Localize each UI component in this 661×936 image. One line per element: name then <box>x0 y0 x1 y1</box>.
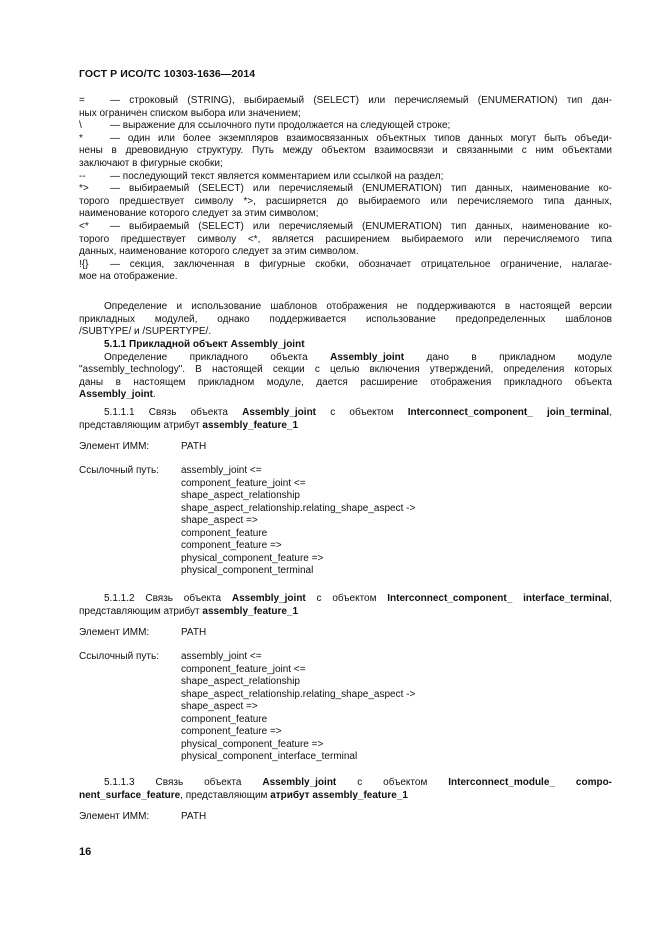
path-line: shape_aspect_relationship <box>181 490 300 502</box>
element-value: PATH <box>181 811 207 822</box>
mapping-1-reference-path <box>181 465 415 578</box>
path-line: shape_aspect => <box>181 515 258 527</box>
element-value: PATH <box>181 627 207 638</box>
symbol-entry <box>79 171 612 184</box>
path-line: component_feature => <box>181 540 282 552</box>
symbol-description-cont: заключают в фигурные скобки; <box>79 157 223 169</box>
path-line: component_feature_joint <= <box>181 663 306 675</box>
path-label: Ссылочный путь: <box>79 651 159 662</box>
path-line: physical_component_terminal <box>181 565 314 577</box>
symbol-description: — один или более экземпляров взаимосвязанных объектных типов данных могут быть объеди- <box>110 132 612 144</box>
path-line: physical_component_feature => <box>181 738 324 750</box>
path-line: assembly_joint <= <box>181 651 262 662</box>
element-label: Элемент ИММ: <box>79 627 150 638</box>
path-label: Ссылочный путь: <box>79 465 159 476</box>
intro-line: /SUBTYPE/ и /SUPERTYPE/. <box>79 326 212 338</box>
path-line: component_feature_joint <= <box>181 477 306 489</box>
path-line: assembly_joint <= <box>181 465 262 476</box>
intro-line: прикладных модулей, однако поддерживается использование предопределенных шаблонов <box>79 313 612 325</box>
element-value: PATH <box>181 441 207 452</box>
path-line: shape_aspect => <box>181 701 258 713</box>
symbol-description: — последующий текст является комментарием или ссылкой на раздел; <box>110 170 444 182</box>
element-label: Элемент ИММ: <box>79 811 150 822</box>
symbol-entry <box>79 259 612 284</box>
document-header: ГОСТ Р ИСО/ТС 10303-1636—2014 <box>79 68 256 80</box>
intro-paragraph <box>79 301 612 339</box>
symbol-description-cont: нены в древовидную структуру. Путь между объектом взаимосвязи и связанными с ним объектами <box>79 145 612 157</box>
intro-line: Определение и использование шаблонов отображения не поддерживаются в настоящей версии <box>104 301 612 312</box>
symbol-glyph: = <box>79 95 85 106</box>
symbol-description-cont: наименование которого следует за этим символом; <box>79 208 319 220</box>
path-line: shape_aspect_relationship.relating_shape_aspect -> <box>181 502 416 514</box>
symbol-description: — секция, заключенная в фигурные скобки, обозначает отрицательное ограничение, налагае- <box>110 258 612 270</box>
mapping-5-1-1-1-title: 5.1.1.1 Связь объекта Assembly_joint с объектом Interconnect_component_ join_terminal, представляющим атрибут assembly_feature_1 <box>79 407 612 431</box>
path-line: shape_aspect_relationship.relating_shape_aspect -> <box>181 688 416 700</box>
section-def-line: Определение прикладного объекта Assembly_joint дано в прикладном модуле <box>104 351 613 363</box>
section-def-line: Assembly_joint. <box>79 389 156 401</box>
symbol-entry <box>79 221 612 259</box>
page-number: 16 <box>79 846 92 858</box>
symbol-entry <box>79 183 612 221</box>
mapping-2-reference-path <box>181 651 415 764</box>
symbol-description-cont: торого предшествует символу *>, расширяется до выбираемого или перечисляемого типа данных, <box>79 195 612 207</box>
symbol-legend <box>79 95 612 284</box>
mapping-5-1-1-3-title: 5.1.1.3 Связь объекта Assembly_joint с объектом Interconnect_module_ compo- nent_surface_feature, представляющим атрибут assembly_feature_1 <box>79 777 613 801</box>
symbol-description-cont: мое на отображение. <box>79 271 178 283</box>
symbol-glyph: <* <box>79 220 89 232</box>
symbol-description: — выбираемый (SELECT) или перечисляемый (ENUMERATION) тип данных, наименование ко- <box>110 183 612 195</box>
symbol-glyph: !{} <box>79 258 89 270</box>
section-5-1-1 <box>79 339 612 402</box>
section-def-line: даны в настоящем прикладном модуле, дается расширение отображения прикладного объекта <box>79 376 612 388</box>
mapping-5-1-1-2-title: 5.1.1.2 Связь объекта Assembly_joint с объектом Interconnect_component_ interface_terminal, представляющим атрибут assembly_feature_1 <box>79 593 612 617</box>
element-label: Элемент ИММ: <box>79 441 150 452</box>
symbol-entry <box>79 120 612 133</box>
symbol-entry <box>79 133 612 171</box>
section-heading: 5.1.1 Прикладной объект Assembly_joint <box>104 339 305 350</box>
symbol-description: — выражение для ссылочного пути продолжается на следующей строке; <box>110 120 451 132</box>
symbol-description: — строковый (STRING), выбираемый (SELECT) или перечисляемый (ENUMERATION) тип дан- <box>110 95 612 106</box>
path-line: component_feature <box>181 713 268 725</box>
symbol-description-cont: данных, наименование которого следует за этим символом. <box>79 246 359 258</box>
symbol-glyph: *> <box>79 183 89 195</box>
symbol-description: — выбираемый (SELECT) или перечисляемый (ENUMERATION) тип данных, наименование ко- <box>110 220 612 232</box>
path-line: physical_component_feature => <box>181 552 324 564</box>
path-line: physical_component_interface_terminal <box>181 751 358 763</box>
path-line: component_feature <box>181 527 268 539</box>
path-line: shape_aspect_relationship <box>181 676 300 688</box>
path-line: component_feature => <box>181 726 282 738</box>
section-def-line: "assembly_technology". В настоящей секции с целью включения утверждений, определения которых <box>79 364 612 376</box>
symbol-glyph: * <box>79 132 83 144</box>
symbol-glyph: \ <box>79 120 82 132</box>
symbol-glyph: -- <box>79 170 86 182</box>
symbol-description-cont: ных ограничен списком выбора или значением; <box>79 107 301 119</box>
symbol-description-cont: торого предшествует символу <*, является расширением выбираемого или перечисляемого типа <box>79 233 612 245</box>
symbol-entry <box>79 95 612 120</box>
